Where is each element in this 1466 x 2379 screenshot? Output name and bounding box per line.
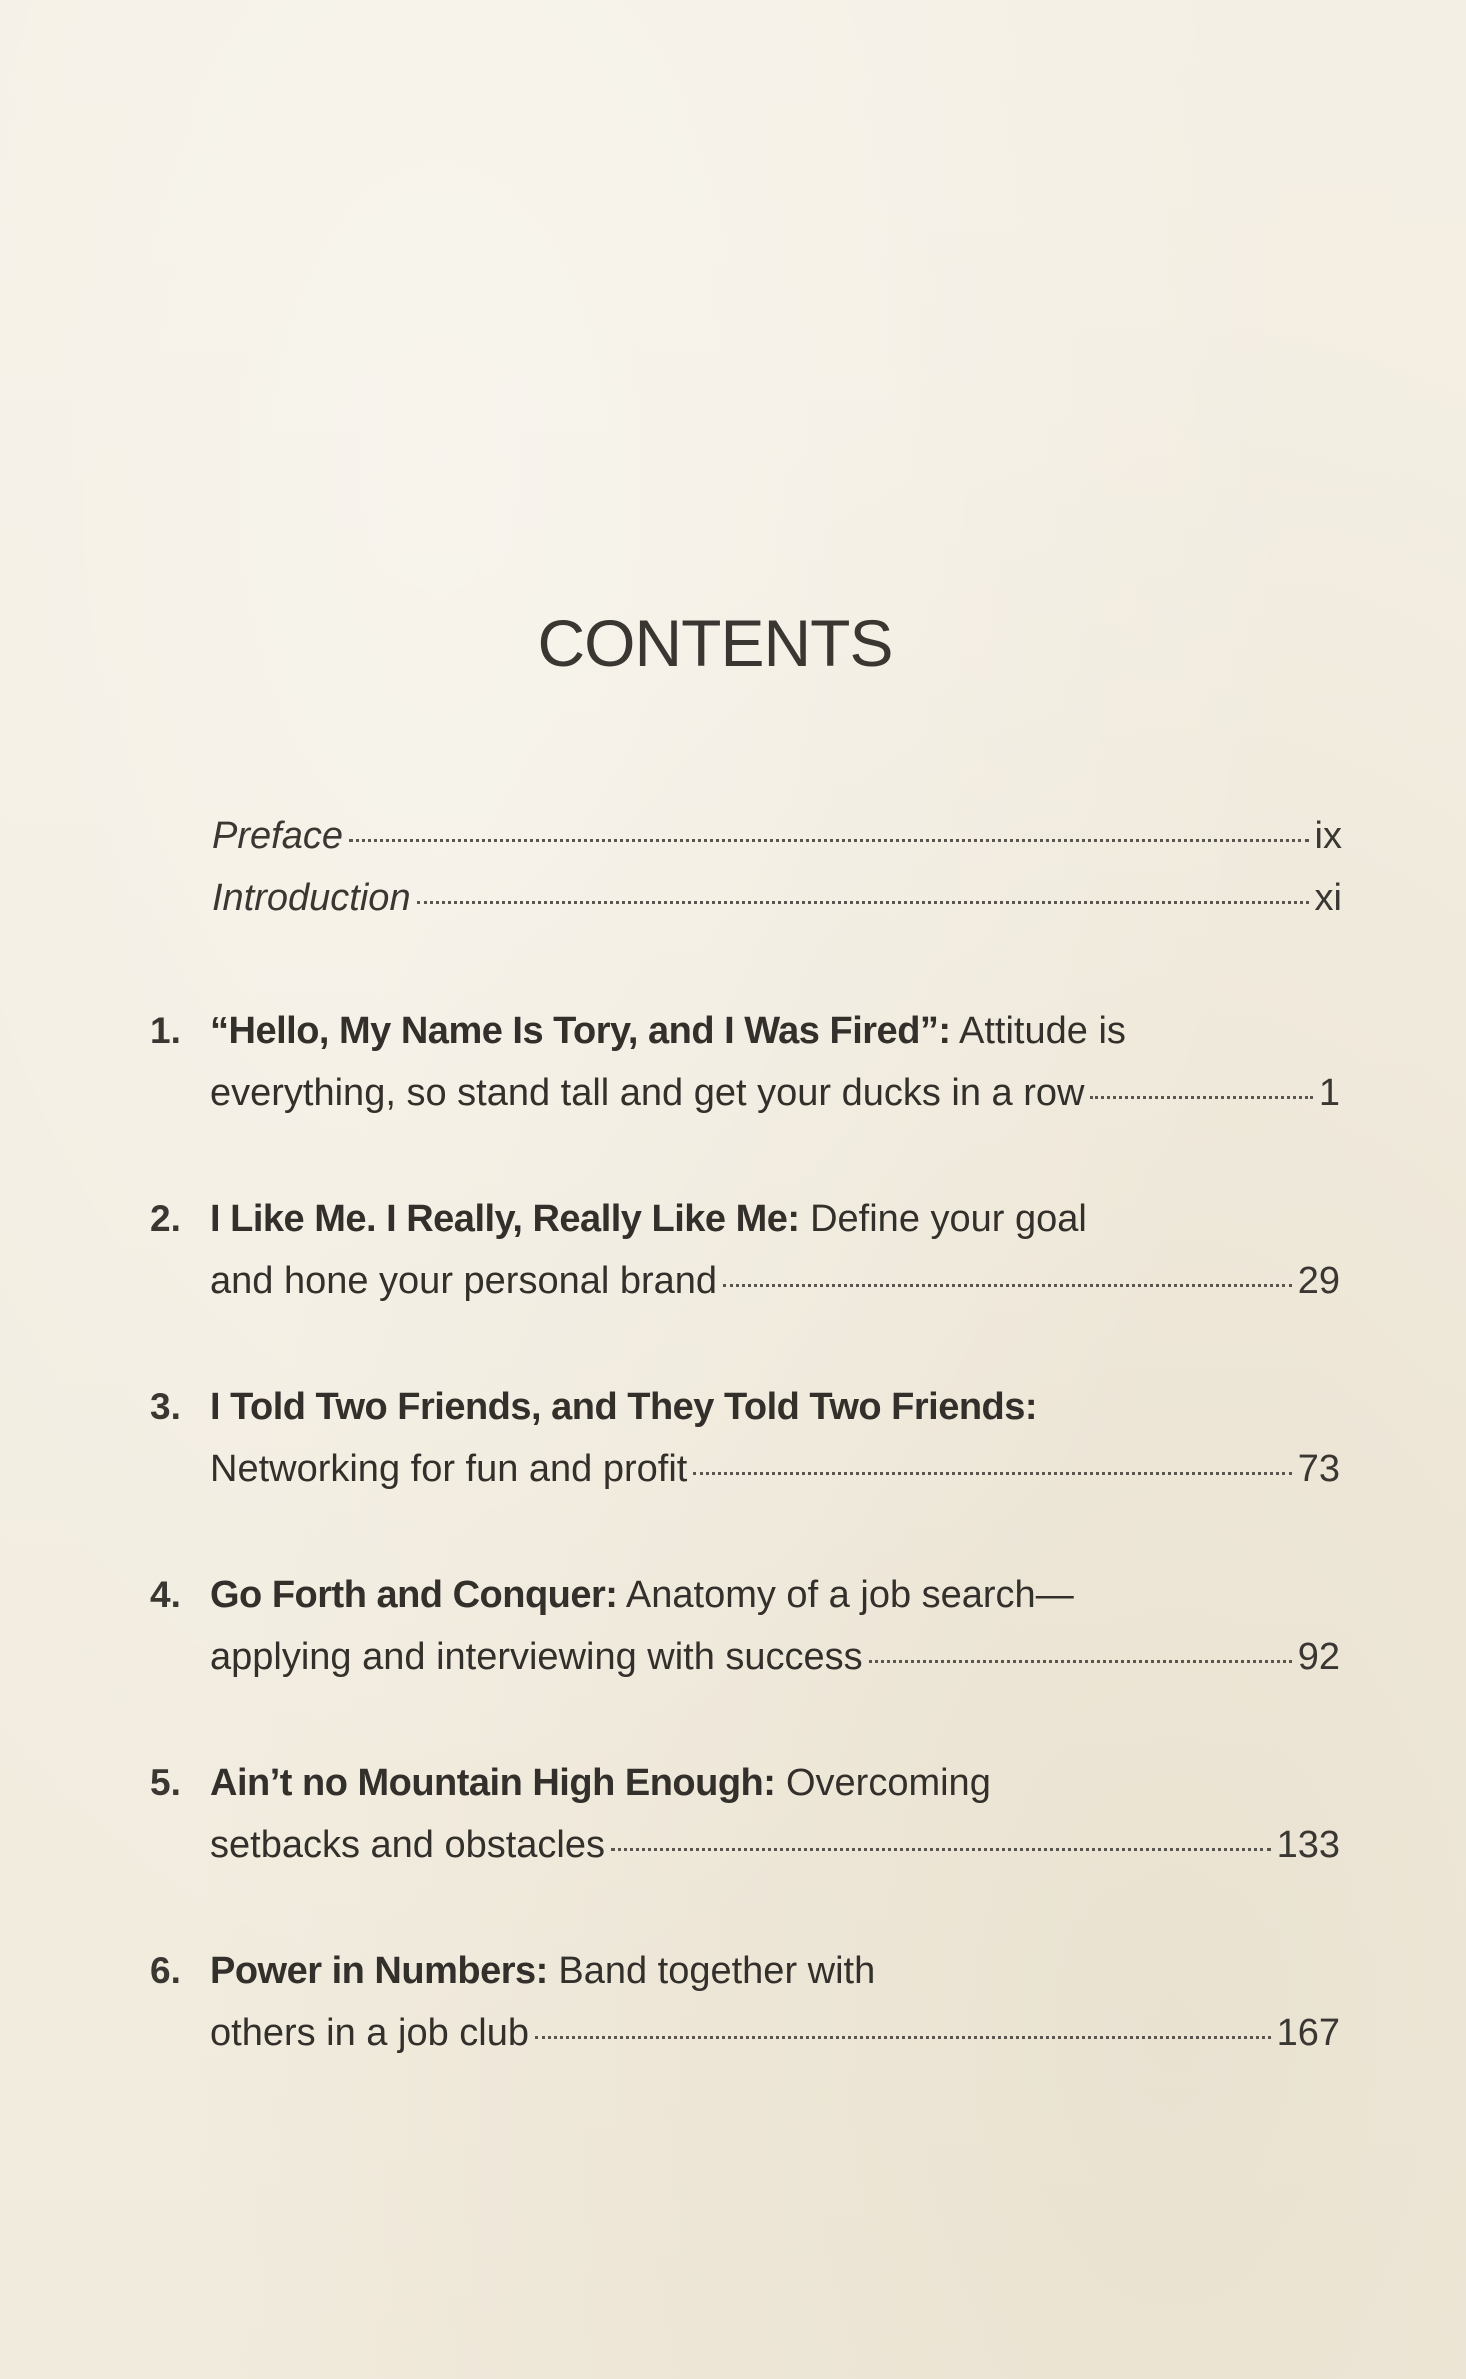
chapter-title: “Hello, My Name Is Tory, and I Was Fired”:: [210, 1010, 951, 1052]
chapter-title: I Like Me. I Really, Really Like Me:: [210, 1198, 800, 1240]
chapter-subtitle-line: [210, 1448, 1340, 1510]
chapter-title: Ain’t no Mountain High Enough:: [210, 1762, 776, 1804]
toc-entry-label: Preface: [212, 815, 343, 857]
chapter-number: 2.: [150, 1198, 181, 1239]
toc-entry-preface: [212, 815, 1342, 877]
chapter-subtitle-end: everything, so stand tall and get your ducks in a row: [210, 1072, 1085, 1114]
chapter-title: Power in Numbers:: [210, 1950, 548, 1992]
toc-page-number: 167: [1276, 2012, 1340, 2054]
toc-entry-introduction: [212, 877, 1342, 939]
dot-leader: [611, 1848, 1271, 1851]
chapter-subtitle-end: applying and interviewing with success: [210, 1636, 863, 1678]
toc-page-number: 92: [1297, 1636, 1340, 1678]
chapter-subtitle-end: setbacks and obstacles: [210, 1824, 606, 1866]
dot-leader: [1090, 1096, 1312, 1099]
front-matter-list: [212, 815, 1342, 939]
chapter-title: I Told Two Friends, and They Told Two Friends:: [210, 1386, 1038, 1428]
toc-page-number: xi: [1314, 877, 1342, 919]
chapter-title-line: [210, 1574, 1340, 1636]
page-title: CONTENTS: [537, 606, 893, 680]
dot-leader: [417, 901, 1309, 904]
toc-page-number: 1: [1318, 1072, 1340, 1114]
chapter-number: 5.: [150, 1762, 181, 1803]
chapter-subtitle-start: Overcoming: [775, 1762, 991, 1804]
chapter-subtitle-start: Define your goal: [799, 1198, 1087, 1240]
dot-leader: [349, 839, 1309, 842]
toc-page-number: 73: [1297, 1448, 1340, 1490]
chapter-subtitle-end: others in a job club: [210, 2012, 529, 2054]
toc-page-number: 29: [1297, 1260, 1340, 1302]
chapter-subtitle-start: Band together with: [547, 1950, 876, 1992]
chapter-subtitle-start: Attitude is: [950, 1010, 1126, 1052]
chapter-number: 6.: [150, 1950, 181, 1991]
dot-leader: [723, 1284, 1292, 1287]
chapter-title-line: [210, 1010, 1340, 1072]
chapter-subtitle-end: Networking for fun and profit: [210, 1448, 688, 1490]
chapter-subtitle-line: [210, 1260, 1340, 1322]
chapter-subtitle-line: [210, 2012, 1340, 2074]
dot-leader: [535, 2036, 1271, 2039]
chapter-number: 4.: [150, 1574, 181, 1615]
chapter-subtitle-start: Anatomy of a job search—: [617, 1574, 1074, 1616]
chapter-title: Go Forth and Conquer:: [210, 1574, 618, 1616]
toc-page-number: ix: [1314, 815, 1342, 857]
toc-page-number: 133: [1276, 1824, 1340, 1866]
chapter-title-line: [210, 1386, 1340, 1448]
chapter-number: 3.: [150, 1386, 181, 1427]
chapter-title-line: [210, 1762, 1340, 1824]
chapter-subtitle-line: [210, 1824, 1340, 1886]
chapter-subtitle-line: [210, 1636, 1340, 1698]
chapter-subtitle-line: [210, 1072, 1340, 1134]
chapter-title-line: [210, 1198, 1340, 1260]
chapter-title-line: [210, 1950, 1340, 2012]
dot-leader: [693, 1472, 1291, 1475]
chapter-subtitle-end: and hone your personal brand: [210, 1260, 718, 1302]
dot-leader: [869, 1660, 1292, 1663]
toc-entry-label: Introduction: [212, 877, 411, 919]
chapter-number: 1.: [150, 1010, 181, 1051]
